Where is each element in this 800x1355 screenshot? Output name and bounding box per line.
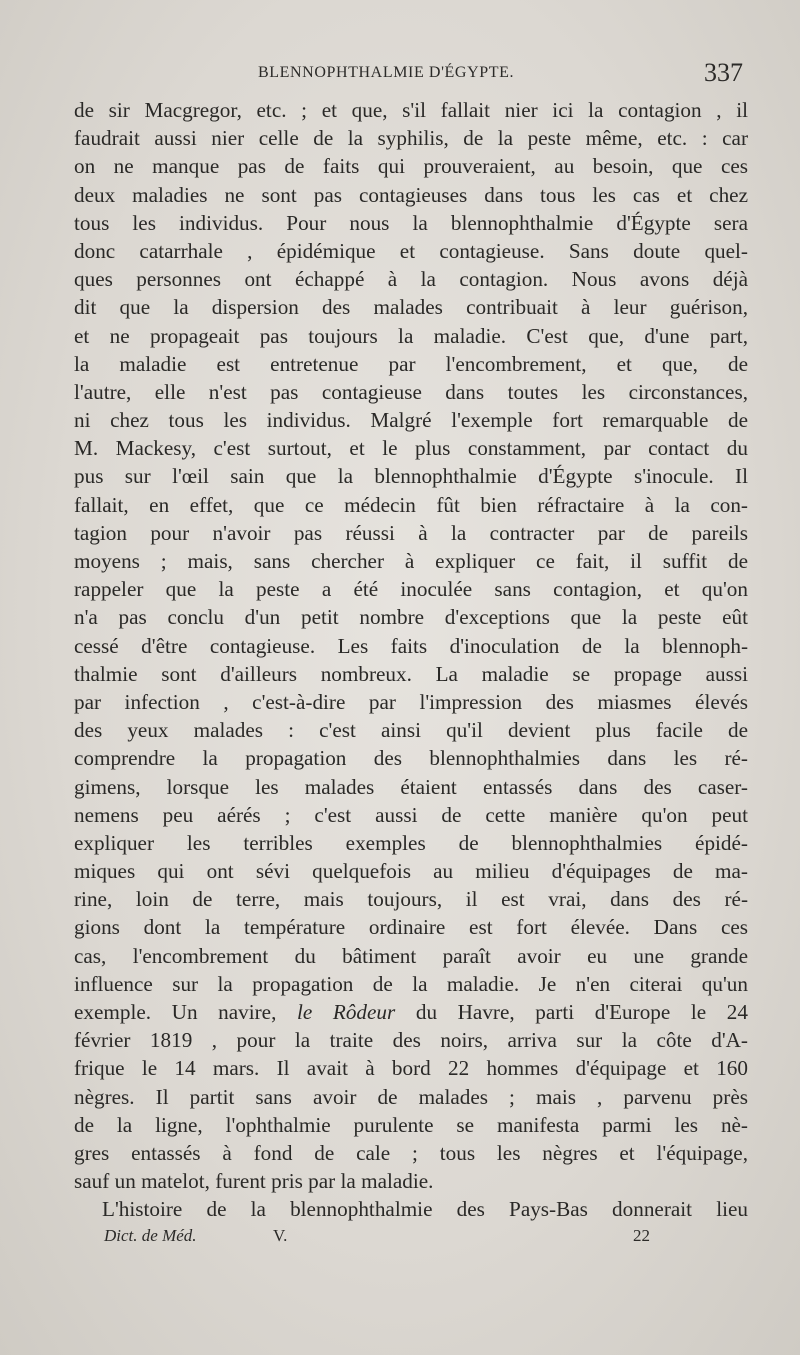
text-line: frique le 14 mars. Il avait à bord 22 hommes d'équipage et 160 (74, 1056, 748, 1081)
signature-number: 22 (633, 1226, 650, 1245)
text-line: L'histoire de la blennophthalmie des Pays-Bas donnerait lieu (102, 1197, 748, 1222)
text-line: miques qui ont sévi quelquefois au milieu d'équipages de ma- (74, 859, 748, 884)
text-line: fallait, en effet, que ce médecin fût bien réfractaire à la con- (74, 492, 748, 517)
text-line: donc catarrhale , épidémique et contagieuse. Sans doute quel- (74, 238, 748, 263)
text-line: de sir Macgregor, etc. ; et que, s'il fallait nier ici la contagion , il (74, 98, 748, 122)
ship-name: le Rôdeur (296, 1000, 396, 1024)
text-line: moyens ; mais, sans chercher à expliquer ce fait, il suffit de (74, 549, 748, 573)
text-line: thalmie sont d'ailleurs nombreux. La maladie se propage aussi (74, 661, 748, 686)
text-line: rappeler que la peste a été inoculée sans contagion, et qu'on (74, 577, 748, 602)
page-number: 337 (704, 58, 743, 87)
text-line: tous les individus. Pour nous la blennophthalmie d'Égypte sera (74, 210, 748, 235)
text-line: sauf un matelot, furent pris par la maladie. (74, 1169, 434, 1194)
text-line: des yeux malades : c'est ainsi qu'il devient plus facile de (74, 718, 748, 743)
body-text (74, 96, 748, 1224)
text-line: influence sur la propagation de la maladie. Je n'en citerai qu'un (74, 971, 748, 996)
text-line: de la ligne, l'ophthalmie purulente se manifesta parmi les nè- (74, 1112, 748, 1137)
running-title: BLENNOPHTHALMIE D'ÉGYPTE. (258, 64, 515, 81)
text-line: ni chez tous les individus. Malgré l'exemple fort remarquable de (74, 408, 748, 433)
text-line: pus sur l'œil sain que la blennophthalmie d'Égypte s'inocule. Il (74, 464, 748, 489)
text-line: nègres. Il partit sans avoir de malades ; mais , parvenu près (74, 1084, 748, 1109)
page-footer (0, 1226, 800, 1252)
text-line: février 1819 , pour la traite des noirs, arriva sur la côte d'A- (74, 1028, 748, 1053)
text-line: cas, l'encombrement du bâtiment paraît avoir eu une grande (74, 943, 748, 968)
text-line: gions dont la température ordinaire est fort élevée. Dans ces (74, 915, 748, 940)
text-line: on ne manque pas de faits qui prouveraient, au besoin, que ces (74, 154, 748, 179)
text-line: la maladie est entretenue par l'encombrement, et que, de (74, 351, 748, 376)
text-line: faudrait aussi nier celle de la syphilis, de la peste même, etc. : car (74, 126, 748, 151)
text-line: cessé d'être contagieuse. Les faits d'inoculation de la blennoph- (74, 633, 748, 658)
text-line: gimens, lorsque les malades étaient entassés dans des caser- (74, 774, 748, 799)
text-line (74, 998, 748, 1026)
text-line: tagion pour n'avoir pas réussi à la contracter par de pareils (74, 520, 748, 545)
text-line: comprendre la propagation des blennophthalmies dans les ré- (74, 746, 748, 771)
signature-dict: Dict. de Méd. (104, 1226, 197, 1245)
text-line: deux maladies ne sont pas contagieuses dans tous les cas et chez (74, 182, 748, 207)
text-fragment: exemple. Un navire, (74, 1000, 297, 1024)
page-header (0, 58, 800, 88)
text-line: par infection , c'est-à-dire par l'impression des miasmes élevés (74, 689, 748, 714)
text-line: n'a pas conclu d'un petit nombre d'exceptions que la peste eût (74, 605, 748, 630)
text-fragment: du Havre, parti d'Europe le 24 (395, 1000, 748, 1024)
text-line: l'autre, elle n'est pas contagieuse dans toutes les circonstances, (74, 379, 748, 404)
text-line: dit que la dispersion des malades contribuait à leur guérison, (74, 295, 748, 320)
text-line: M. Mackesy, c'est surtout, et le plus constamment, par contact du (74, 436, 748, 461)
text-line: et ne propageait pas toujours la maladie. C'est que, d'une part, (74, 323, 748, 348)
text-line: nemens peu aérés ; c'est aussi de cette manière qu'on peut (74, 802, 748, 827)
text-line: gres entassés à fond de cale ; tous les nègres et l'équipage, (74, 1140, 748, 1165)
text-line: rine, loin de terre, mais toujours, il est vrai, dans des ré- (74, 887, 748, 912)
signature-volume: V. (273, 1226, 288, 1245)
text-line: expliquer les terribles exemples de blennophthalmies épidé- (74, 830, 748, 855)
text-line: ques personnes ont échappé à la contagion. Nous avons déjà (74, 267, 748, 292)
